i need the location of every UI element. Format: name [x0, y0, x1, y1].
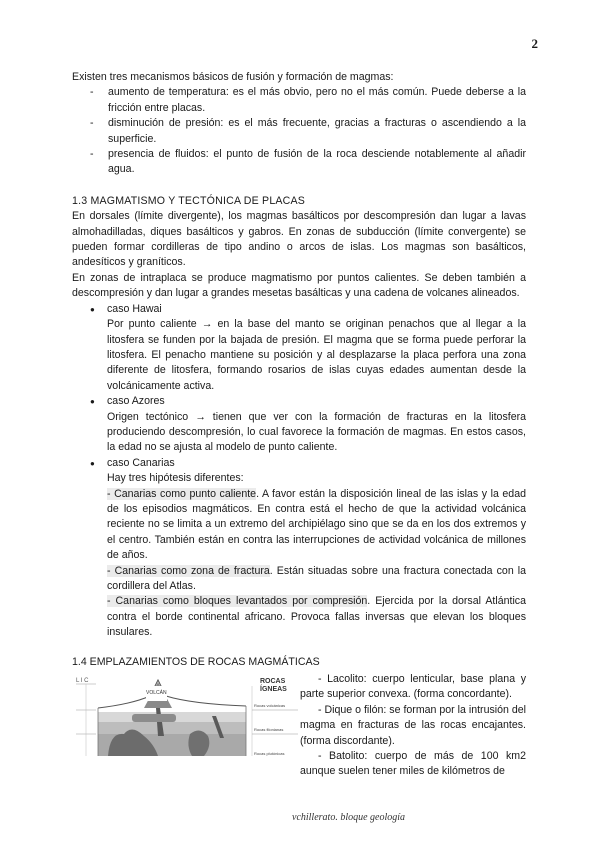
hypothesis-1 [107, 487, 526, 564]
section-heading-1-3: 1.3 MAGMATISMO Y TECTÓNICA DE PLACAS [72, 194, 306, 207]
cases-list [72, 302, 526, 641]
page-number: 2 [531, 36, 538, 51]
case-intro: Hay tres hipótesis diferentes: [107, 472, 244, 485]
intro-paragraph: Existen tres mecanismos básicos de fusión y formación de magmas: [72, 71, 394, 83]
list-item: - Dique o filón: se forman por la intrusión del magma en fracturas de las rocas encajantes. (forma discordante). [300, 703, 526, 747]
case-title: ● caso Hawai [107, 302, 162, 315]
hypothesis-label: - Canarias como zona de fractura [107, 564, 270, 577]
list-item: - presencia de fluidos: el punto de fusión de la roca desciende notablemente al añadir agua. [90, 147, 526, 178]
list-item: - aumento de temperatura: es el más obvio, pero no el más común. Puede deberse a la fricción entre placas. [90, 85, 526, 116]
hypothesis-text: . A favor están la disposición lineal de las islas y la edad de los episodios magmáticos. En contra está el hecho de que la actividad volcánica reciente no se limita a un extremo del archipiélago sino que se da en los dos extremos y el centro. También están en contra las interrupciones de actividad volcánica de millones de años. [107, 487, 526, 562]
figure-volcano-label: VOLCÁN [146, 686, 167, 701]
hypothesis-2 [107, 564, 526, 595]
emplacement-section [72, 673, 526, 778]
list-item: - disminución de presión: es el más frecuente, gracias a fracturas o ascendiendo a la superficie. [90, 116, 526, 147]
page-content [72, 70, 527, 778]
figure-right-header: ROCAS [260, 678, 286, 686]
list-item: - Lacolito: cuerpo lenticular, base plana y parte superior convexa. (forma concordante). [300, 673, 526, 701]
section-heading-1-4: 1.4 EMPLAZAMIENTOS DE ROCAS MAGMÁTICAS [72, 655, 320, 668]
case-text: Origen tectónico → tienen que ver con la formación de fracturas en la litosfera produciendo descompresión, lo cual favorece la formación de magmas. En estos casos, la edad no se ajusta al modelo de punto caliente. [107, 410, 526, 454]
paragraph: En dorsales (límite divergente), los magmas basálticos por descompresión dan lugar a lavas almohadilladas, diques basálticos y gabros. En zonas de subducción (límite convergente) se pueden formar cordilleras de tipo andino o arcos de islas. Los magmas son basálticos, andesíticos y graníticos. [72, 210, 526, 269]
figure-zone-label: Rocas filonianas [254, 727, 284, 733]
case-title: ● caso Azores [107, 395, 165, 408]
hypothesis-text: . Están situadas sobre una fractura conectada con la cordillera del Atlas. [107, 564, 527, 592]
page-footer: vchillerato. bloque geología [292, 812, 406, 823]
figure-left-header: L I C [76, 678, 89, 685]
figure-zone-label: Rocas plutónicas [254, 751, 285, 757]
paragraph: En zonas de intraplaca se produce magmatismo por puntos calientes. Se deben también a descompresión y dan lugar a grandes mesetas basálticas y una cadena de volcanes alineados. [72, 271, 526, 300]
list-item: - Batolito: cuerpo de más de 100 km2 aunque suelen tener miles de kilómetros de [300, 750, 526, 778]
case-title: ● caso Canarias [107, 456, 175, 469]
figure-right-header: ÍGNEAS [260, 686, 287, 694]
case-text: Por punto caliente → en la base del manto se originan penachos que al llegar a la litosfera se funden por la bajada de presión. El magma que se forma puede perforar la litosfera. El penacho mantiene su posición y al desplazarse la placa perfora una zona diferente de litosfera, formando rosarios de islas cuyas edades aumentan desde la volcánicamente activa. [107, 318, 526, 392]
hypothesis-text: . Ejercida por la dorsal Atlántica contra el borde continental africano. Provoca fallas inversas que elevan los bloques insulares. [107, 595, 526, 639]
hypothesis-3 [107, 594, 526, 640]
fusion-mechanisms-list [72, 85, 526, 177]
case-azores [90, 394, 526, 456]
hypothesis-label: - Canarias como punto caliente [107, 487, 257, 500]
case-hawai [90, 302, 526, 394]
emplacement-list [300, 672, 526, 780]
figure-zone-label: Rocas volcánicas [254, 703, 286, 709]
case-canarias [90, 456, 526, 641]
igneous-rocks-diagram [72, 674, 300, 756]
hypothesis-label: - Canarias como bloques levantados por compresión [107, 595, 368, 608]
